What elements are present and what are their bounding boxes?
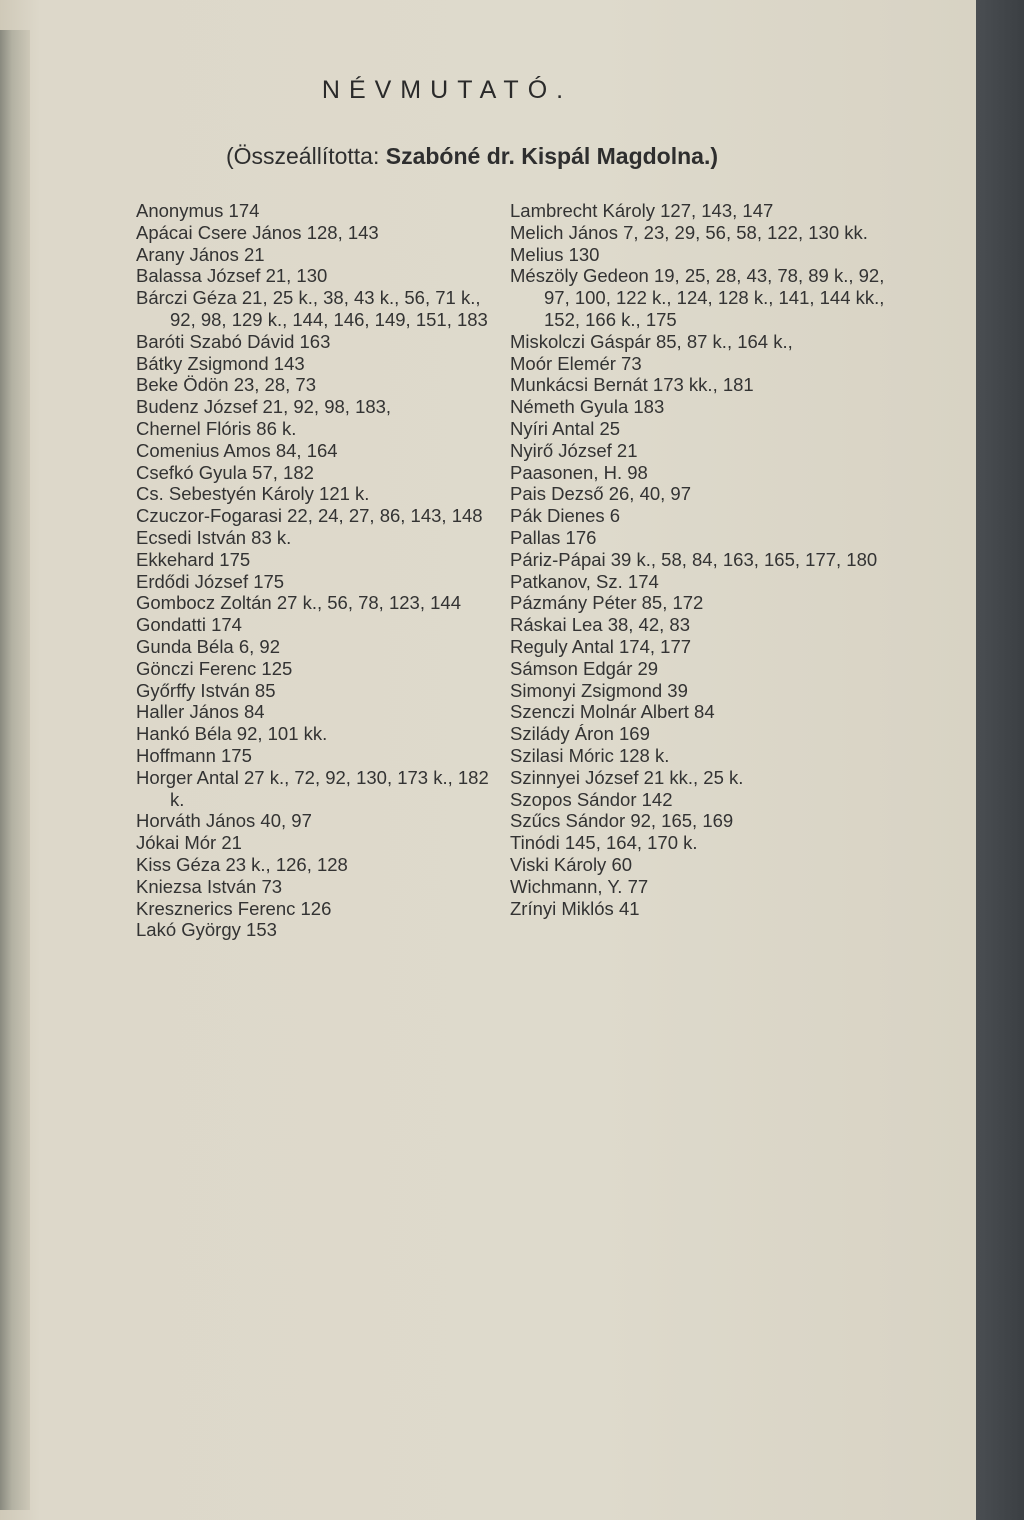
index-entry: Baróti Szabó Dávid 163 — [136, 330, 331, 352]
index-entry: Erdődi József 175 — [136, 570, 285, 592]
index-entry: Balassa József 21, 130 — [136, 265, 328, 287]
index-entry: Szilády Áron 169 — [510, 723, 650, 745]
page-binding-shadow — [0, 30, 30, 1510]
index-entry: Melius 130 — [510, 243, 600, 265]
index-entry: Kresznerics Ferenc 126 — [136, 897, 332, 919]
index-entry: Gönczi Ferenc 125 — [136, 657, 293, 679]
index-entry: Szopos Sándor 142 — [510, 788, 673, 810]
index-entry: Zrínyi Miklós 41 — [510, 897, 640, 919]
index-entry: Lambrecht Károly 127, 143, 147 — [510, 200, 774, 221]
index-entry: Horger Antal 27 k., 72, 92, 130, 173 k., 182 k. — [136, 766, 489, 810]
index-entry: Hoffmann 175 — [136, 744, 252, 766]
compiler-prefix: (Összeállította: — [225, 143, 380, 169]
index-entry: Viski Károly 60 — [510, 853, 633, 875]
index-entry: Miskolczi Gáspár 85, 87 k., 164 k., — [510, 330, 793, 352]
page-title: NÉVMUTATÓ. — [321, 76, 573, 104]
index-entry: Pák Dienes 6 — [510, 505, 621, 527]
index-entry: Wichmann, Y. 77 — [510, 875, 649, 897]
index-entry: Tinódi 145, 164, 170 k. — [510, 832, 698, 854]
index-entry: Anonymus 174 — [136, 200, 260, 221]
index-entry: Beke Ödön 23, 28, 73 — [136, 374, 316, 396]
index-entry: Páriz-Pápai 39 k., 58, 84, 163, 165, 177, 180 — [510, 548, 878, 570]
index-entry: Szűcs Sándor 92, 165, 169 — [510, 810, 734, 832]
index-entry: Győrffy István 85 — [136, 679, 276, 701]
index-entry: Budenz József 21, 92, 98, 183, — [136, 396, 392, 418]
index-entry: Arany János 21 — [136, 243, 265, 265]
index-entry: Haller János 84 — [136, 701, 265, 723]
index-entry: Szenczi Molnár Albert 84 — [510, 701, 715, 723]
index-entry: Melich János 7, 23, 29, 56, 58, 122, 130 kk. — [510, 221, 868, 243]
index-entry: Chernel Flóris 86 k. — [136, 417, 297, 439]
index-entry: Cs. Sebestyén Károly 121 k. — [136, 483, 370, 505]
index-entry: Lakó György 153 — [136, 919, 277, 941]
index-entry: Bátky Zsigmond 143 — [136, 352, 305, 374]
index-column-left — [136, 200, 496, 941]
index-entry: Szinnyei József 21 kk., 25 k. — [510, 766, 744, 788]
index-entry: Munkácsi Bernát 173 kk., 181 — [510, 374, 754, 396]
index-entry: Kniezsa István 73 — [136, 875, 283, 897]
index-entry: Gombocz Zoltán 27 k., 56, 78, 123, 144 — [136, 592, 461, 614]
index-entry: Simonyi Zsigmond 39 — [510, 679, 688, 701]
index-entry: Horváth János 40, 97 — [136, 810, 312, 832]
index-entry: Pais Dezső 26, 40, 97 — [510, 483, 691, 505]
index-entry: Hankó Béla 92, 101 kk. — [136, 723, 328, 745]
index-entry: Mészöly Gedeon 19, 25, 28, 43, 78, 89 k., 92, 97, 100, 122 k., 124, 128 k., 141, 144 kk., 152, 166 k., 175 — [510, 265, 885, 330]
index-entry: Sámson Edgár 29 — [510, 657, 659, 679]
index-entry: Gunda Béla 6, 92 — [136, 635, 280, 657]
index-entry: Bárczi Géza 21, 25 k., 38, 43 k., 56, 71 k., 92, 98, 129 k., 144, 146, 149, 151, 183 — [136, 287, 488, 330]
index-entry: Czuczor-Fogarasi 22, 24, 27, 86, 143, 148 — [136, 505, 483, 527]
compiler-line — [0, 143, 1024, 170]
index-entry: Gondatti 174 — [136, 614, 242, 636]
index-entry: Ekkehard 175 — [136, 548, 251, 570]
index-entry: Apácai Csere János 128, 143 — [136, 221, 379, 243]
index-entry: Nyíri Antal 25 — [510, 417, 621, 439]
index-entry: Pallas 176 — [510, 526, 597, 548]
index-entry: Moór Elemér 73 — [510, 352, 642, 374]
index-entry: Ecsedi István 83 k. — [136, 526, 292, 548]
index-entry: Paasonen, H. 98 — [510, 461, 648, 483]
index-entry: Kiss Géza 23 k., 126, 128 — [136, 853, 348, 875]
index-entry: Reguly Antal 174, 177 — [510, 635, 692, 657]
index-entry: Patkanov, Sz. 174 — [510, 570, 659, 592]
scan-background-edge — [976, 0, 1024, 1520]
compiler-name: Szabóné dr. Kispál Magdolna.) — [385, 143, 719, 169]
index-entry: Pázmány Péter 85, 172 — [510, 592, 704, 614]
index-entry: Jókai Mór 21 — [136, 832, 242, 854]
index-entry: Szilasi Móric 128 k. — [510, 744, 670, 766]
index-column-right — [510, 200, 910, 919]
index-entry: Németh Gyula 183 — [510, 396, 665, 418]
index-entry: Comenius Amos 84, 164 — [136, 439, 338, 461]
index-entry: Ráskai Lea 38, 42, 83 — [510, 614, 690, 636]
index-entry: Csefkó Gyula 57, 182 — [136, 461, 314, 483]
index-entry: Nyirő József 21 — [510, 439, 638, 461]
